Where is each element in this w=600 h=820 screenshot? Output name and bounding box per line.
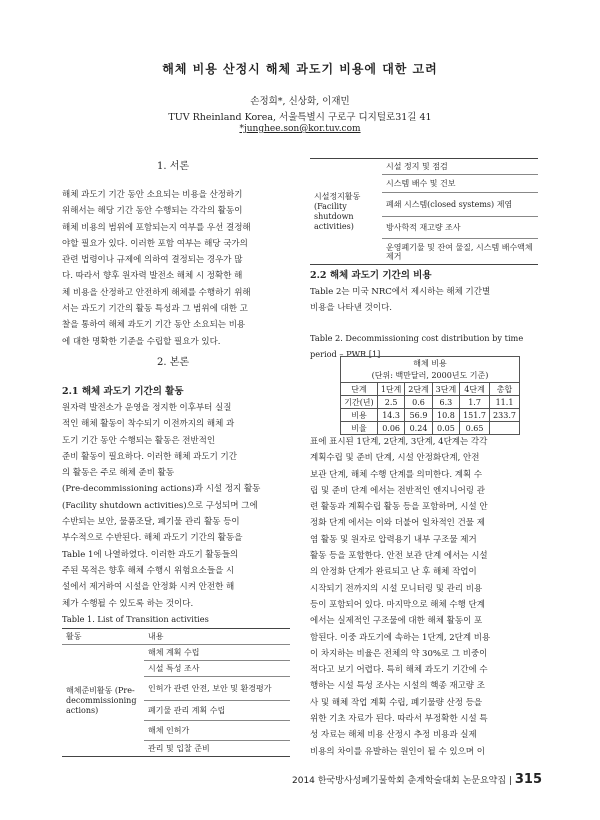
table-2-row [341, 409, 520, 422]
text-line: 비용을 나타낸 것이다. [310, 303, 393, 314]
text-line: 에서는 실제적인 구조물에 대한 해체 활동이 포 [310, 616, 483, 627]
text-line: 관련 법령이나 규제에 의하여 결정되는 경우가 많 [62, 255, 243, 266]
table-2-col-header: 4단계 [460, 383, 490, 396]
table-1-item: 인허가 관련 안전, 보안 및 환경평가 [144, 677, 290, 701]
table-2-col-header: 단계 [341, 383, 378, 396]
section-2-heading: 2. 본론 [156, 357, 190, 368]
text-line: 보관 단계, 해체 수행 단계를 의미한다. 계획 수 [310, 469, 483, 480]
table-2-cell: 비율 [341, 422, 378, 435]
text-line: 사 및 해체 작업 계획 수립, 폐기물량 산정 등을 [310, 697, 483, 708]
text-line: 비용의 차이를 유발하는 원인이 될 수 있으며 이 [310, 746, 485, 757]
section-1-body [62, 187, 290, 350]
author-email [0, 124, 600, 134]
text-line: 성 자료는 해체 비용 산정시 추정 비용과 실제 [310, 730, 477, 741]
table-2-cell: 6.3 [432, 396, 459, 409]
text-line: 다. 따라서 향후 원자력 발전소 해체 시 정확한 해 [62, 271, 243, 282]
text-line: 체 비용을 산정하고 안전하게 해체를 수행하기 위해 [62, 287, 251, 298]
text-line: 원자력 발전소가 운영을 정지한 이후부터 실질 [62, 403, 232, 413]
text-line: 주된 목적은 향후 해체 수행시 위험요소들을 시 [62, 565, 235, 576]
table-1-continued [310, 158, 538, 265]
table-1-item: 폐쇄 시스템(closed systems) 제염 [382, 193, 538, 217]
table-2-cell: 0.06 [377, 422, 404, 435]
table-2-row [341, 422, 520, 435]
table-2-cell: 233.7 [490, 409, 520, 422]
table-2-cell: 14.3 [377, 409, 404, 422]
table-1-item: 방사학적 재고량 조사 [382, 217, 538, 239]
text-line: 함된다. 이중 과도기에 속하는 1단계, 2단계 비용 [310, 632, 491, 643]
text-line: 부수적으로 수반된다. 해체 과도기 기간의 활동을 [62, 533, 243, 544]
table-2-cell: 기간(년) [341, 396, 378, 409]
page-footer [292, 772, 542, 787]
conference-name: 2014 한국방사성폐기물학회 춘계학술대회 논문요약집 [292, 776, 507, 786]
table-2-cell: 0.05 [432, 422, 459, 435]
text-line: 적인 해체 활동이 착수되기 이전까지의 해체 과 [62, 419, 235, 430]
table-1-caption: Table 1. List of Transition activities [62, 614, 209, 624]
text-line: 련 활동과 계획수립 활동 등을 포함하며, 시설 안 [310, 502, 488, 513]
text-line: 의 안정화 단계가 완료되고 난 후 해체 작업이 [310, 567, 477, 578]
text-line: 등이 포함되어 있다. 마지막으로 해체 수행 단계 [310, 599, 485, 610]
table-1-shutdown-group-label: 시설정지활동 (Facility shutdown activities) [310, 159, 382, 265]
table-2-header-main: 해체 비용 [341, 357, 520, 370]
table-2-cell: 1.7 [460, 396, 490, 409]
table-1-item: 시설 특성 조사 [144, 661, 290, 677]
text-line: 수반되는 보안, 물품조달, 폐기물 관리 활동 등이 [62, 517, 240, 528]
text-line: 표에 표시된 1단계, 2단계, 3단계, 4단계는 각각 [310, 437, 488, 447]
table-1-item: 폐기물 관리 계획 수립 [144, 701, 290, 721]
text-line: 체가 수행될 수 있도록 하는 것이다. [62, 598, 194, 609]
text-line: (Pre-decommissioning actions)과 시설 정지 활동 [62, 484, 261, 495]
table-2-cell: 11.1 [490, 396, 520, 409]
text-line: 시작되기 전까지의 시설 모니터링 및 관리 비용 [310, 583, 483, 594]
text-line: 적다고 보기 어렵다. 특히 해체 과도기 기간에 수 [310, 665, 488, 676]
table-2-col-header: 1단계 [377, 383, 404, 396]
subsection-2-1-heading: 2.1 해체 과도기 기간의 활동 [62, 386, 184, 397]
subsection-2-2-body [310, 284, 538, 317]
text-line: 설에서 제거하여 시설을 안정화 시켜 안전한 해 [62, 582, 235, 593]
table-2-col-header: 2단계 [405, 383, 432, 396]
table-1 [62, 628, 290, 757]
table-1-item: 해체 인허가 [144, 721, 290, 741]
table-2-row [341, 396, 520, 409]
table-2-cell [490, 422, 520, 435]
table-2-cell: 0.24 [405, 422, 432, 435]
table-2-cell: 56.9 [405, 409, 432, 422]
text-line: 서는 과도기 기간의 활동 특성과 그 범위에 대한 고 [62, 304, 248, 315]
text-line: Table 1에 나열하였다. 이러한 과도기 활동들의 [62, 549, 239, 560]
table-2-cell: 비용 [341, 409, 378, 422]
text-line: Table 2는 미국 NRC에서 제시하는 해체 기간별 [310, 287, 491, 297]
text-line: 립 및 준비 단계 에서는 전반적인 엔지니어링 관 [310, 485, 485, 496]
section-1-heading: 1. 서론 [156, 161, 190, 172]
table-1-item: 시설 정지 및 점검 [382, 159, 538, 175]
table-2-col-header: 총합 [490, 383, 520, 396]
table-1-item: 해체 계획 수립 [144, 645, 290, 661]
text-line: (Facility shutdown activities)으로 구성되며 그에 [62, 500, 258, 511]
subsection-2-2-heading: 2.2 해체 과도기 기간의 비용 [310, 270, 432, 281]
text-line: 의 활동은 주로 해체 준비 활동 [62, 468, 175, 479]
table-1-item: 시스템 배수 및 건보 [382, 175, 538, 193]
text-line: 계획수립 및 준비 단계, 시설 안정화단계, 안전 [310, 453, 480, 464]
affiliation: TUV Rheinland Korea, 서울특별시 구로구 디지털로31길 41 [168, 112, 432, 123]
table-2-discussion-body [310, 434, 538, 760]
text-line: 행하는 시설 특성 조사는 시설의 핵종 재고량 조 [310, 681, 485, 692]
table-1-group-label: 해체준비활동 (Pre-decommissioning actions) [62, 645, 144, 757]
table-2-cell: 151.7 [460, 409, 490, 422]
footer-separator: | [508, 776, 512, 786]
email-link[interactable]: *junghee.son@kor.tuv.com [239, 124, 361, 134]
text-line: 정화 단계 에서는 이와 더불어 일차적인 건물 제 [310, 518, 485, 529]
text-line: 야할 필요가 있다. 이러한 포함 여부는 해당 국가의 [62, 238, 248, 249]
text-line: 위한 기초 자료가 된다. 따라서 부정확한 시설 특 [310, 714, 488, 725]
paper-title: 해체 비용 산정시 해체 과도기 비용에 대한 고려 [162, 62, 438, 76]
table-2-caption: Table 2. Decommissioning cost distribution by time period – PWR [1] [310, 333, 524, 359]
text-line: 염 활동 및 원자로 압력용기 내부 구조물 제거 [310, 534, 477, 545]
subsection-2-1-body [62, 400, 290, 612]
text-line: 활동 등을 포함한다. 안전 보관 단계 에서는 시설 [310, 551, 488, 562]
table-1-item: 관리 및 입찰 준비 [144, 741, 290, 757]
text-line: 준비 활동이 필요하다. 이러한 해체 과도기 기간 [62, 451, 237, 462]
text-line: 도기 기간 동안 수행되는 활동은 전반적인 [62, 435, 216, 446]
author-list: 손정희*, 신상화, 이재민 [250, 96, 350, 107]
table-1-header-content: 내용 [144, 629, 290, 645]
table-1-item: 운영폐기물 및 잔여 물질, 시스템 배수액체 제거 [382, 239, 538, 265]
text-line: 이 차지하는 비율은 전체의 약 30%로 그 비중이 [310, 648, 488, 659]
table-2-cell: 10.8 [432, 409, 459, 422]
table-2 [340, 356, 520, 435]
text-line: 해체 비용의 범위에 포함되는지 여부를 우선 결정해 [62, 222, 251, 233]
page-number: 315 [514, 772, 542, 787]
table-2-cell: 0.6 [405, 396, 432, 409]
table-2-cell: 0.65 [460, 422, 490, 435]
text-line: 에 대한 명확한 기준을 수립할 필요가 있다. [62, 336, 221, 347]
text-line: 위해서는 해당 기간 동안 수행되는 각각의 활동이 [62, 206, 243, 217]
table-2-cell: 2.5 [377, 396, 404, 409]
text-line: 해체 과도기 기간 동안 소요되는 비용을 산정하기 [62, 190, 243, 200]
table-2-header-sub: (단위: 백만달러, 2000년도 기준) [341, 370, 520, 383]
text-line: 찰을 통하여 해체 과도기 기간 동안 소요되는 비용 [62, 320, 246, 331]
table-2-col-header: 3단계 [432, 383, 459, 396]
table-1-header-activity: 활동 [62, 629, 144, 645]
